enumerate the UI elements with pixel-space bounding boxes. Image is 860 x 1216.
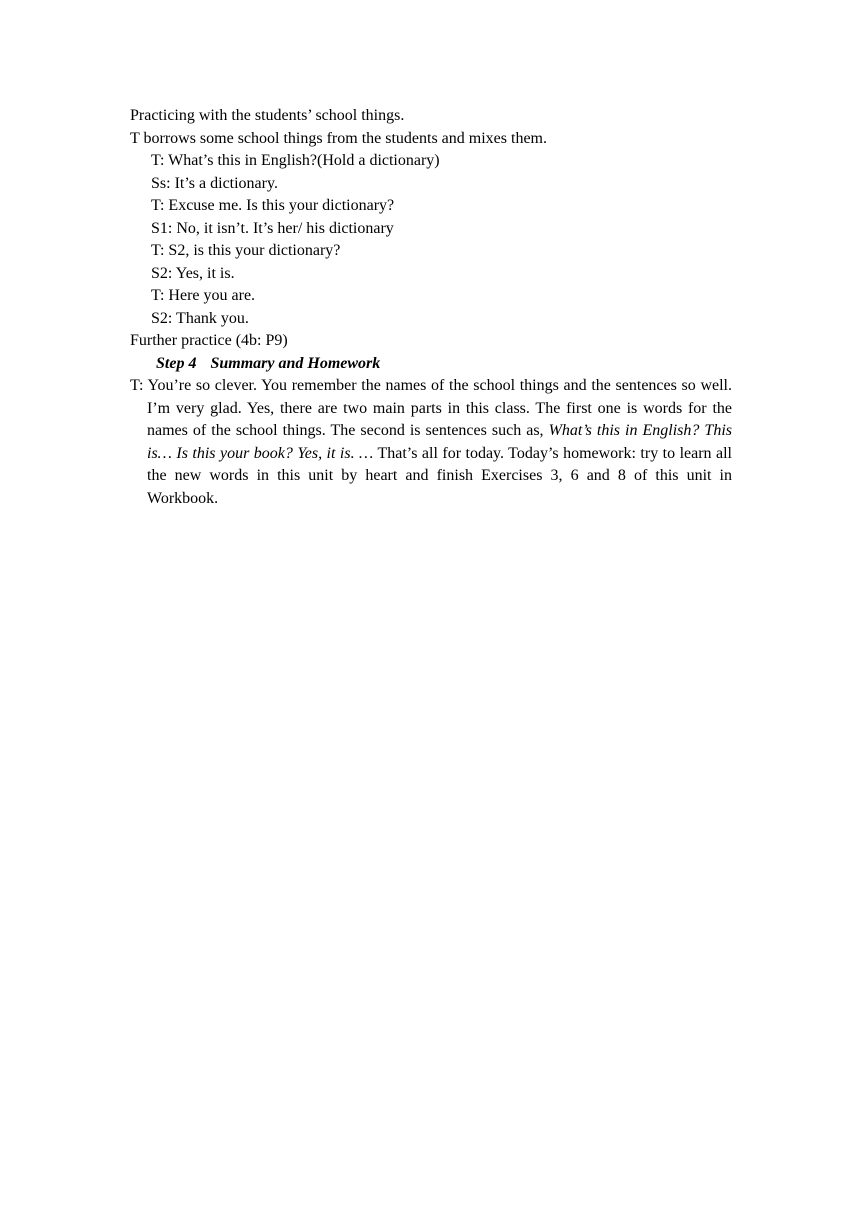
setup-line: T borrows some school things from the students and mixes them.: [130, 129, 547, 147]
dialogue-line: T: What’s this in English?(Hold a dictionary): [151, 152, 440, 169]
dialogue-line: T: S2, is this your dictionary?: [151, 242, 341, 259]
summary-example-sentences: What’s this in English? This is… Is this your book? Yes, it is. …: [147, 422, 732, 462]
dialogue-line: S2: Thank you.: [151, 309, 249, 327]
dialogue-line: T: Here you are.: [151, 287, 256, 304]
intro-line: Practicing with the students’ school things.: [130, 107, 405, 124]
summary-text-part2: That’s all for today. Today’s homework: try to learn all the new words in this unit by heart and finish Exercises 3, 6 and 8 of this unit in Workbook.: [147, 444, 733, 507]
dialogue-line: Ss: It’s a dictionary.: [151, 174, 278, 192]
step-number: Step 4: [156, 354, 197, 372]
further-practice-line: Further practice (4b: P9): [130, 332, 288, 349]
dialogue-line: T: Excuse me. Is this your dictionary?: [151, 197, 395, 214]
dialogue-line: S2: Yes, it is.: [151, 264, 235, 282]
step-title: Summary and Homework: [210, 354, 381, 372]
dialogue-line: S1: No, it isn’t. It’s her/ his dictionary: [151, 219, 394, 237]
step-heading: [130, 353, 732, 376]
summary-paragraph: [130, 375, 732, 510]
document-body: [130, 105, 732, 510]
summary-text-part1: T: You’re so clever. You remember the names of the school things and the sentences so well. I’m very glad. Yes, there are two main parts in this class. The first one is words for the names of the school things. The second is sentences such as,: [130, 377, 732, 439]
